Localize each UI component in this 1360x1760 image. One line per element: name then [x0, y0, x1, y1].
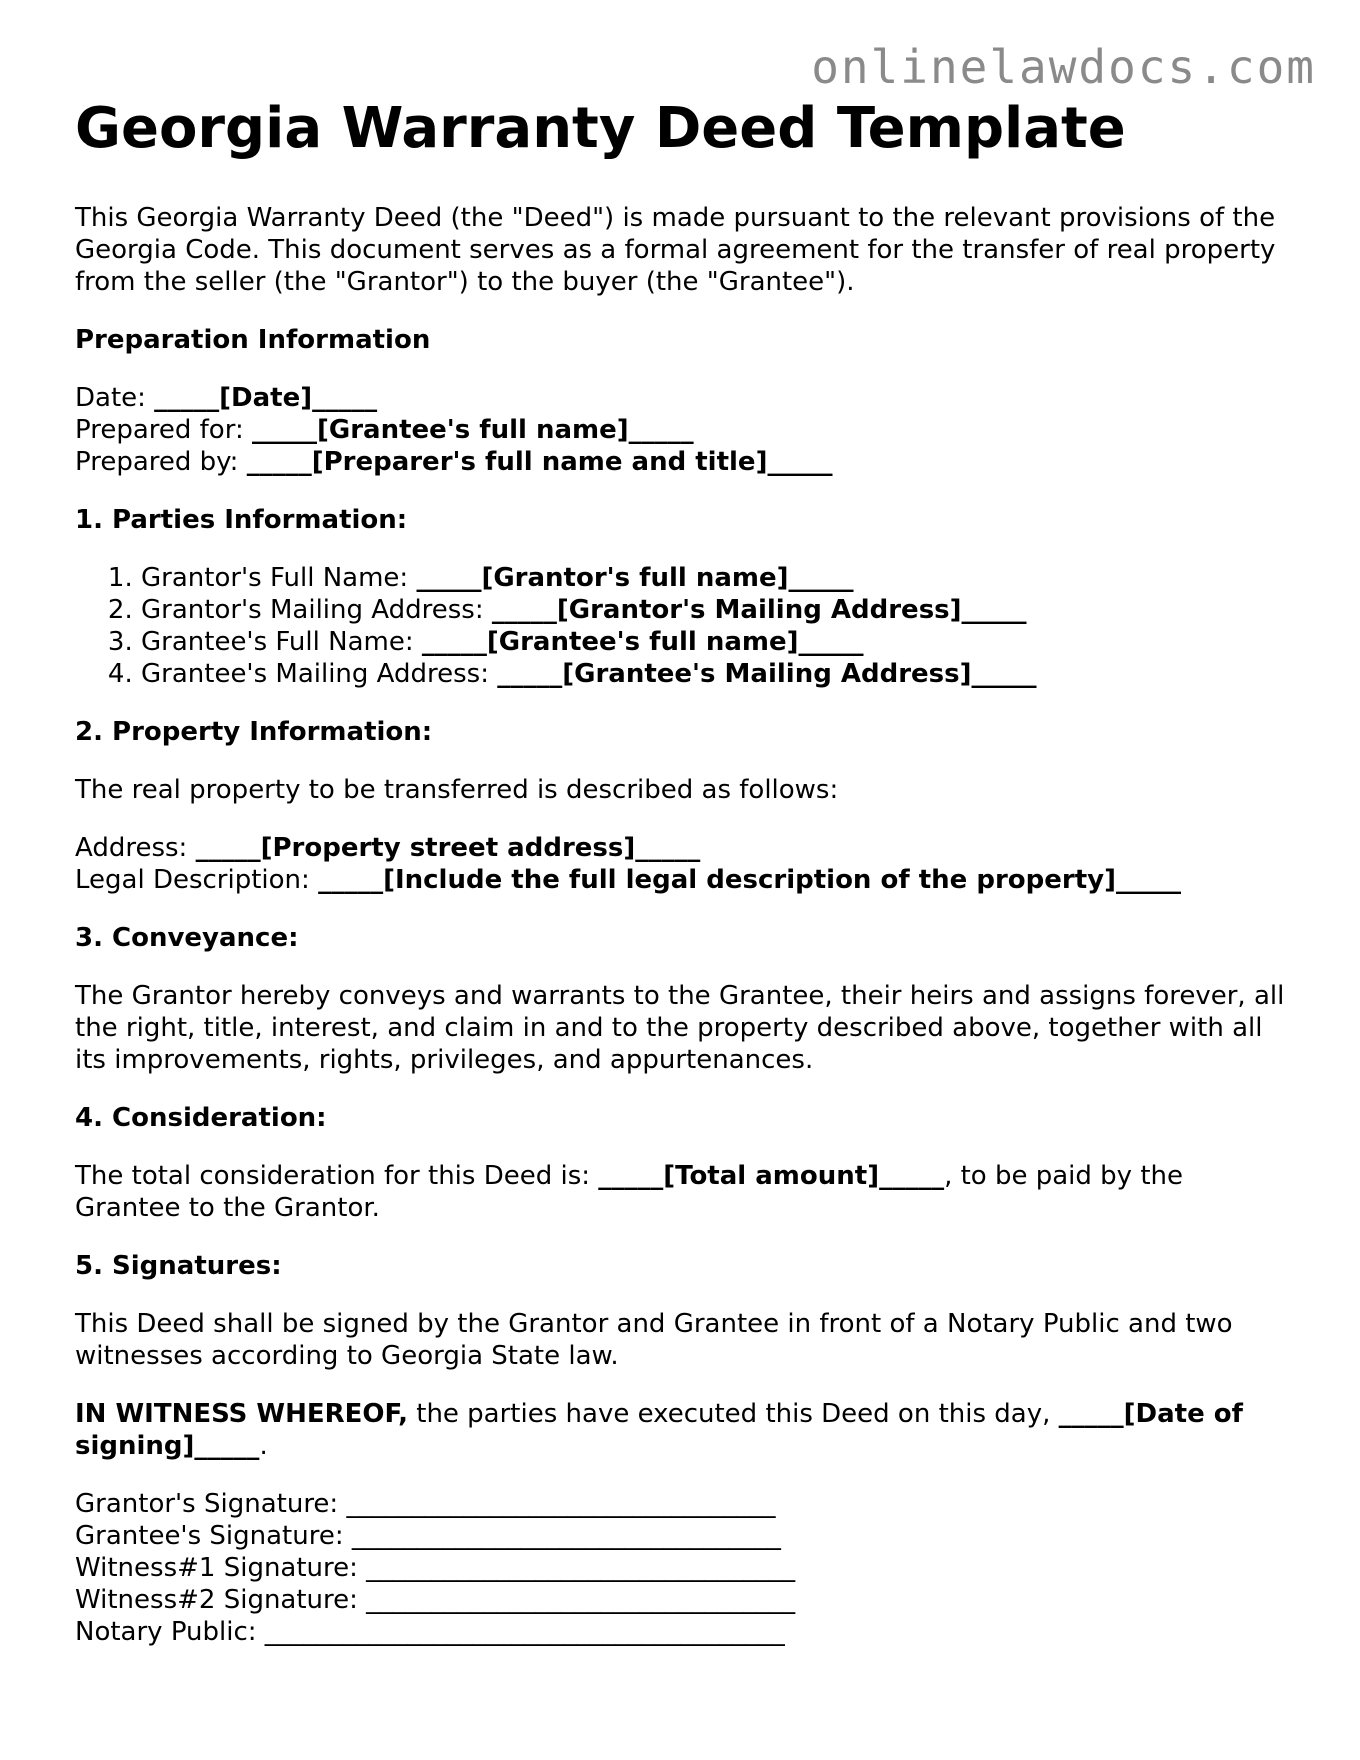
watermark: onlinelawdocs.com: [811, 40, 1316, 94]
consideration-heading: 4. Consideration:: [75, 1103, 327, 1133]
consideration-text: [75, 1160, 1285, 1224]
date-line: [75, 382, 1285, 414]
notary-signature-line: Notary Public: ________________________________________: [75, 1617, 785, 1647]
legal-description-line: [75, 864, 1285, 896]
consideration-lead: The total consideration for this Deed is:: [75, 1161, 599, 1191]
prepared-by-label: Prepared by:: [75, 447, 247, 477]
prepared-by-field: _____[Preparer's full name and title]_____: [246, 447, 833, 477]
grantor-name-field: _____[Grantor's full name]_____: [416, 563, 854, 593]
witness-2-signature-line: Witness#2 Signature: _________________________________: [75, 1585, 796, 1615]
signature-block: [75, 1488, 1285, 1648]
grantee-address-label: Grantee's Mailing Address:: [141, 659, 498, 689]
parties-list: [75, 562, 1285, 690]
list-item: [141, 594, 1285, 626]
prepared-for-field: _____[Grantee's full name]_____: [251, 415, 694, 445]
grantee-signature-line: Grantee's Signature: _________________________________: [75, 1521, 781, 1551]
parties-heading: 1. Parties Information:: [75, 505, 408, 535]
grantor-address-field: _____[Grantor's Mailing Address]_____: [491, 595, 1027, 625]
prepared-for-label: Prepared for:: [75, 415, 252, 445]
total-amount-field: _____[Total amount]_____: [598, 1161, 945, 1191]
prepared-by-line: [75, 446, 1285, 478]
date-label: Date:: [75, 383, 155, 413]
address-field: _____[Property street address]_____: [195, 833, 701, 863]
property-intro: The real property to be transferred is described as follows:: [75, 775, 839, 805]
date-field: _____[Date]_____: [154, 383, 378, 413]
grantee-address-field: _____[Grantee's Mailing Address]_____: [497, 659, 1037, 689]
signatures-text: This Deed shall be signed by the Grantor and Grantee in front of a Notary Public and two witnesses according to Georgia State law.: [75, 1309, 1233, 1371]
witness-text: the parties have executed this Deed on this day,: [407, 1399, 1059, 1429]
preparation-heading: Preparation Information: [75, 325, 431, 355]
property-details: [75, 832, 1285, 896]
property-heading: 2. Property Information:: [75, 717, 433, 747]
legal-description-field: _____[Include the full legal description of the property]_____: [318, 865, 1181, 895]
address-line: [75, 832, 1285, 864]
witness-end: .: [259, 1431, 268, 1461]
signing-date-field: _____[Date of signing]_____: [75, 1399, 1243, 1461]
grantee-name-field: _____[Grantee's full name]_____: [421, 627, 864, 657]
document-page: [75, 92, 1285, 1648]
witness-clause: [75, 1398, 1285, 1462]
consideration-tail: , to be paid by the Grantee to the Grantor.: [75, 1161, 1183, 1223]
list-item: [141, 626, 1285, 658]
witness-whereof: IN WITNESS WHEREOF,: [75, 1399, 408, 1429]
intro-paragraph: This Georgia Warranty Deed (the "Deed") is made pursuant to the relevant provisions of the Georgia Code. This document serves as a formal agreement for the transfer of real property from the seller (the "Grantor") to the buyer (the "Grantee").: [75, 203, 1276, 297]
conveyance-text: The Grantor hereby conveys and warrants to the Grantee, their heirs and assigns forever, all the right, title, interest, and claim in and to the property described above, together with all its improvements, rights, privileges, and appurtenances.: [75, 981, 1285, 1075]
grantor-name-label: Grantor's Full Name:: [141, 563, 417, 593]
list-item: [141, 562, 1285, 594]
grantor-signature-line: Grantor's Signature: _________________________________: [75, 1489, 776, 1519]
witness-1-signature-line: Witness#1 Signature: _________________________________: [75, 1553, 796, 1583]
preparation-details: [75, 382, 1285, 478]
grantee-name-label: Grantee's Full Name:: [141, 627, 422, 657]
list-item: [141, 658, 1285, 690]
grantor-address-label: Grantor's Mailing Address:: [141, 595, 492, 625]
address-label: Address:: [75, 833, 196, 863]
conveyance-heading: 3. Conveyance:: [75, 923, 299, 953]
legal-description-label: Legal Description:: [75, 865, 319, 895]
document-title: Georgia Warranty Deed Template: [75, 96, 1126, 161]
signatures-heading: 5. Signatures:: [75, 1251, 282, 1281]
prepared-for-line: [75, 414, 1285, 446]
